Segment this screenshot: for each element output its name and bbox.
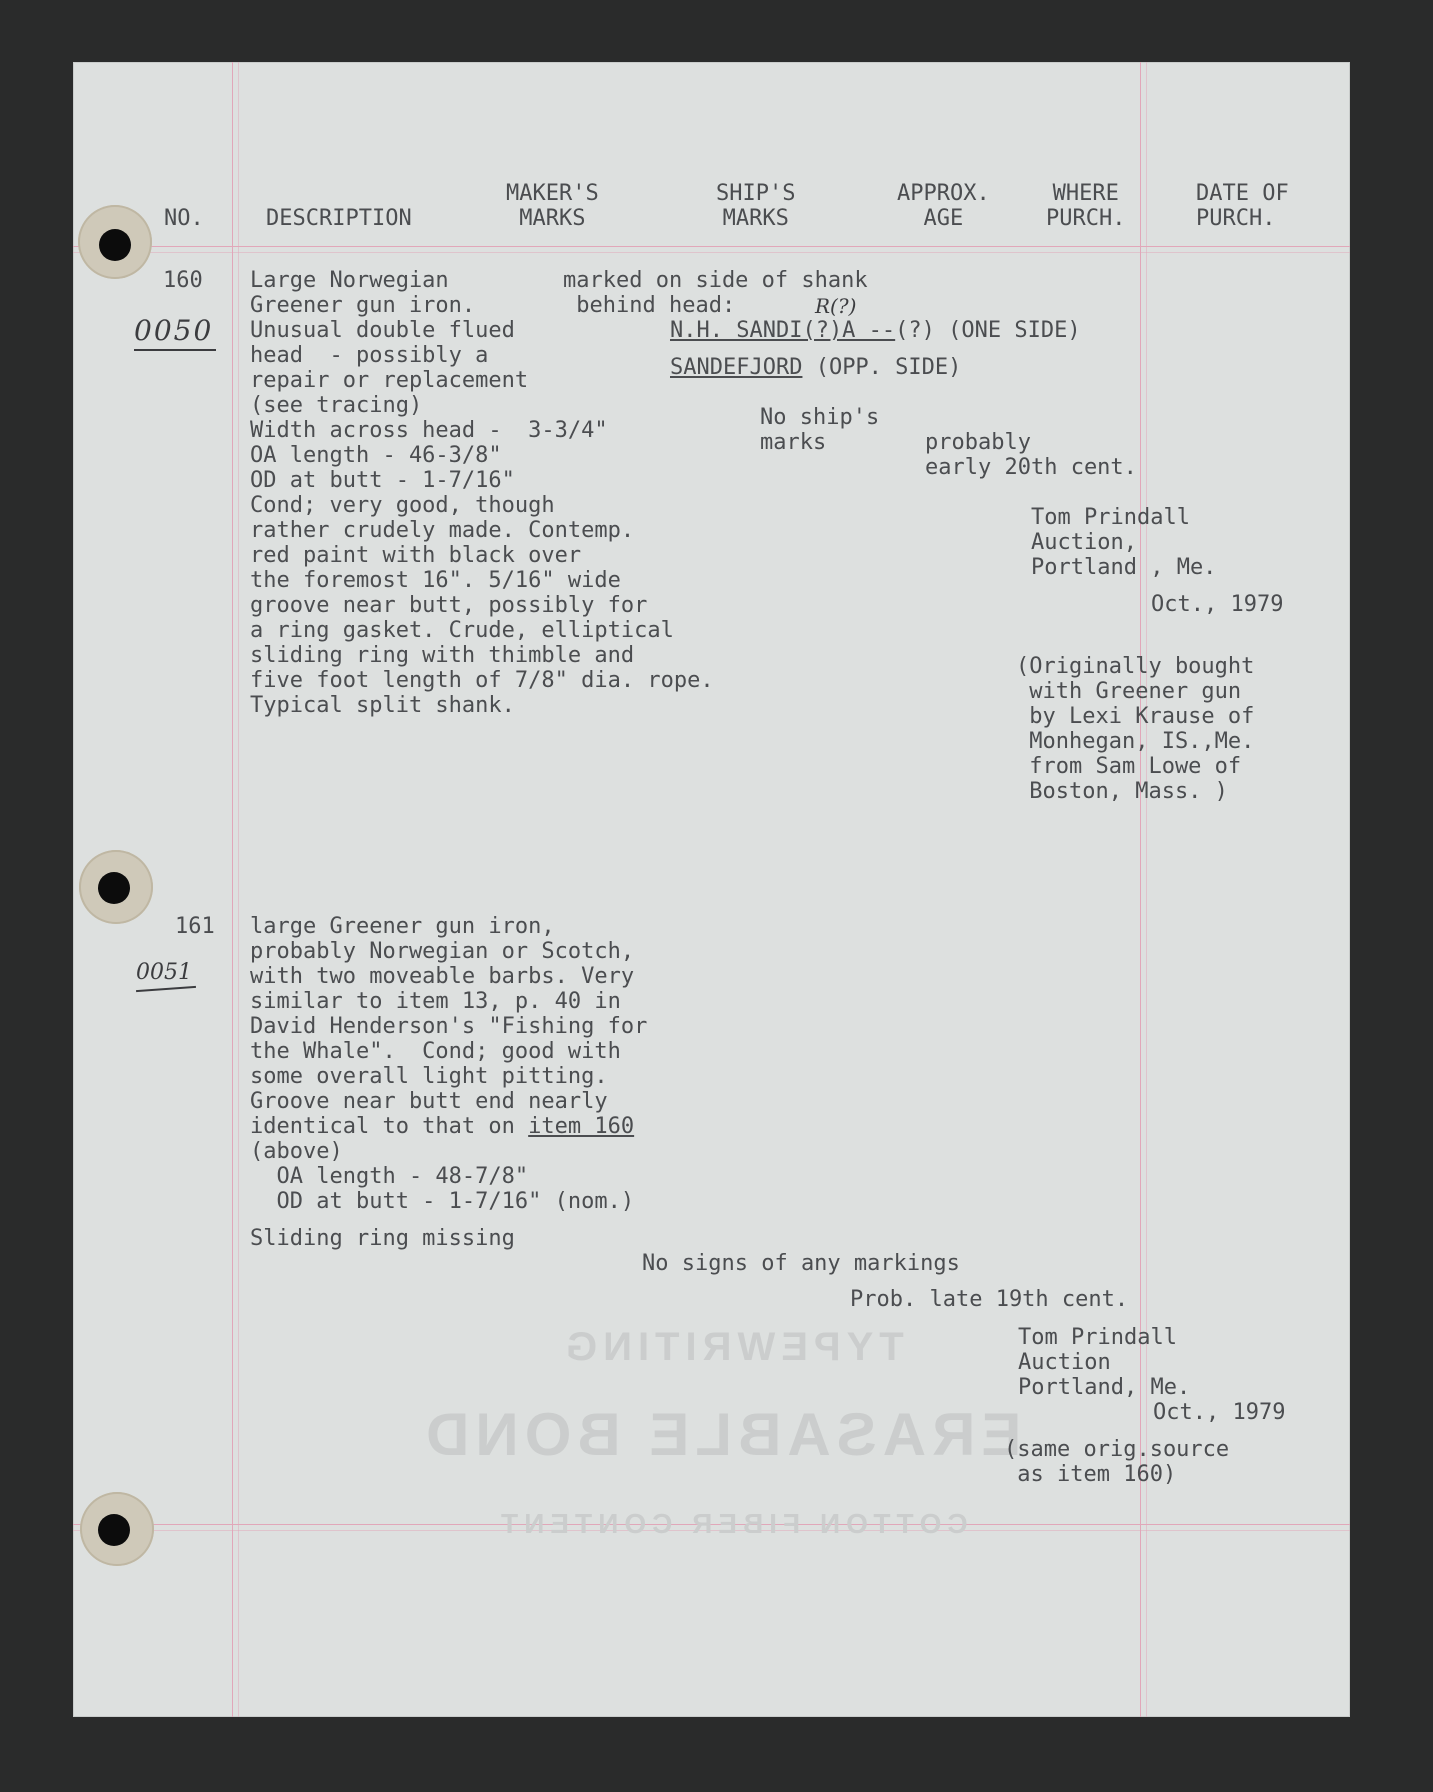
watermark-line1: TYPEWRITING	[560, 1325, 904, 1369]
approx-age: Prob. late 19th cent.	[850, 1287, 1129, 1312]
makers-mark-line1	[670, 318, 1081, 343]
makers-mark-opp: (OPP. SIDE)	[802, 355, 962, 380]
header-date-of-purch: DATE OF PURCH.	[1196, 181, 1289, 231]
watermark-line2: ERASABLE BOND	[420, 1401, 1022, 1468]
header-ships-marks: SHIP'S MARKS	[716, 181, 796, 231]
date-of-purchase: Oct., 1979	[1151, 592, 1284, 617]
where-purchased: Tom Prindall Auction, Portland , Me.	[1031, 505, 1217, 580]
makers-mark-handwritten: R(?)	[815, 294, 857, 318]
header-no: NO.	[164, 206, 204, 231]
margin-rule-left	[232, 62, 233, 1717]
binder-hole	[99, 229, 131, 261]
description-measurements: (above) OA length - 48-7/8" OD at butt - 1-7/16" (nom.)	[250, 1139, 635, 1214]
catalog-number: 0050	[134, 314, 214, 347]
ships-marks: No ship's marks	[760, 405, 880, 455]
entry-description: Large Norwegian Greener gun iron. Unusual double flued head - possibly a repair or replacement (see tracing) Width across head - 3-3/4" OA length - 46-3/8" OD at butt - 1-7/16" Cond; very good, though rather crudely made. Contemp. red paint with black over the foremost 16". 5/16" wide groove near butt, possibly for a ring gasket. Crude, elliptical sliding ring with thimble and five foot length of 7/8" dia. rope. Typical split shank.	[250, 268, 714, 718]
ships-marks: No signs of any markings	[642, 1251, 960, 1276]
entry-description	[250, 914, 647, 1214]
margin-rule-left-2	[238, 62, 239, 1717]
makers-mark-line2	[670, 355, 961, 380]
provenance-note: (Originally bought with Greener gun by Lexi Krause of Monhegan, IS.,Me. from Sam Lowe of Boston, Mass. )	[1016, 654, 1255, 804]
catalog-underline	[134, 349, 216, 351]
item-reference: item 160	[528, 1114, 635, 1139]
watermark-line3: COTTON FIBER CONTENT	[495, 1508, 968, 1539]
header-makers-marks: MAKER'S MARKS	[506, 181, 599, 231]
header-rule	[73, 246, 1350, 247]
header-rule-2	[73, 252, 1350, 253]
makers-marks-note: marked on side of shank behind head:	[563, 268, 868, 318]
catalog-number: 0051	[136, 960, 192, 985]
makers-mark-name: N.H. SANDI(?)A --	[670, 318, 896, 343]
header-description: DESCRIPTION	[266, 206, 412, 231]
header-where-purch: WHERE PURCH.	[1046, 181, 1126, 231]
where-purchased: Tom Prindall Auction Portland, Me.	[1018, 1325, 1191, 1400]
date-of-purchase: Oct., 1979	[1153, 1400, 1286, 1425]
entry-number: 160	[163, 268, 203, 293]
approx-age: probably early 20th cent.	[925, 430, 1137, 480]
description-note: Sliding ring missing	[250, 1226, 515, 1251]
makers-mark-place: SANDEFJORD	[670, 355, 803, 380]
entry-number: 161	[175, 914, 215, 939]
description-text: large Greener gun iron, probably Norwegian or Scotch, with two moveable barbs. Very similar to item 13, p. 40 in David Henderson's "Fishing for the Whale". Cond; good with some overall light pitting. Groove near butt end nearly identical to that on	[250, 914, 648, 1139]
binder-hole	[98, 872, 130, 904]
header-approx-age: APPROX. AGE	[897, 181, 990, 231]
makers-mark-side: (?) (ONE SIDE)	[895, 318, 1081, 343]
binder-hole	[98, 1514, 130, 1546]
provenance-note: (same orig.source as item 160)	[1004, 1437, 1230, 1487]
